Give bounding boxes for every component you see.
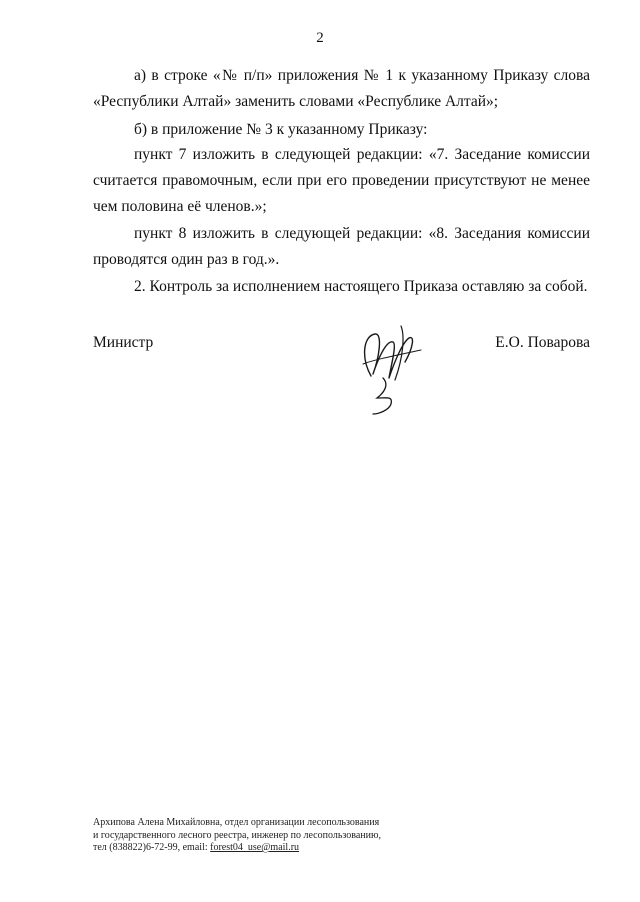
footer-line-2: и государственного лесного реестра, инженер по лесопользованию,: [93, 829, 381, 841]
signer-title: Министр: [93, 334, 154, 351]
signer-name: Е.О. Поварова: [495, 334, 590, 351]
signature-block: [93, 331, 590, 431]
paragraph-amendment-b: б) в приложение № 3 к указанному Приказу:: [134, 121, 428, 138]
handwritten-signature: [343, 318, 433, 418]
paragraph-item-8: пункт 8 изложить в следующей редакции: «8. Заседания комиссии проводятся один раз в год.».: [93, 225, 590, 268]
paragraph-amendment-a: а) в строке «№ п/п» приложения № 1 к указанному Приказу слова «Республики Алтай» заменить словами «Республике Алтай»;: [93, 67, 590, 110]
page-number: 2: [316, 30, 324, 46]
footer-phone: тел (838822)6-72-99, email:: [93, 842, 211, 853]
paragraph-control: 2. Контроль за исполнением настоящего Приказа оставляю за собой.: [134, 278, 588, 295]
footer-line-1: Архипова Алена Михайловна, отдел организации лесопользования: [93, 817, 380, 828]
footer-line-3: [93, 842, 413, 855]
executor-footer: [93, 817, 413, 855]
footer-email-link[interactable]: forest04_use@mail.ru: [210, 842, 300, 853]
paragraph-item-7: пункт 7 изложить в следующей редакции: «7. Заседание комиссии считается правомочным, если при его проведении присутствуют не менее чем половина её членов.»;: [93, 146, 590, 215]
